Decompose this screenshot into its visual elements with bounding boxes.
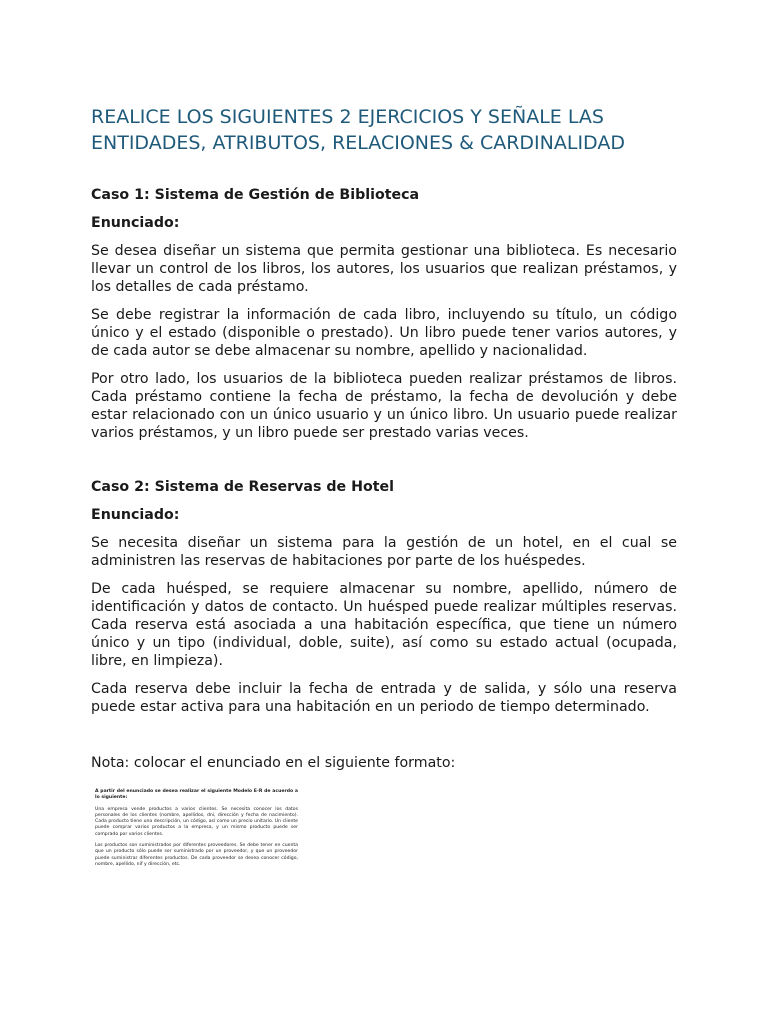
case2-paragraph-3: Cada reserva debe incluir la fecha de entrada y de salida, y sólo una reserva puede estar activa para una habitación en un periodo de tiempo determinado. [91,681,677,715]
case2-title: Caso 2: Sistema de Reservas de Hotel [91,479,394,495]
case2-enunciado-label: Enunciado: [91,507,180,523]
document-page [91,104,677,778]
example-paragraph-2: Los productos son suministrados por diferentes proveedores. Se debe tener en cuenta que un producto sólo puede ser suministrado por un proveedor, y que un proveedor puede suministrar diferentes productos. De cada proveedor se desea conocer código, nombre, apellido, nif y dirección, etc. [95,843,298,867]
format-note: Nota: colocar el enunciado en el siguiente formato: [91,755,456,771]
example-intro: A partir del enunciado se desea realizar el siguiente Modelo E-R de acuerdo a lo siguiente: [95,789,298,801]
case1-title: Caso 1: Sistema de Gestión de Biblioteca [91,187,420,203]
page-title: REALICE LOS SIGUIENTES 2 EJERCICIOS Y SEÑALE LAS ENTIDADES, ATRIBUTOS, RELACIONES & CARDINALIDAD [91,106,625,154]
example-paragraph-1: Una empresa vende productos a varios clientes. Se necesita conocer los datos personales de los clientes (nombre, apellidos, dni, dirección y fecha de nacimiento). Cada producto tiene una descripción, un código, así como un precio unitario. Un cliente puede comprar varios productos a la empresa, y un mismo producto puede ser comprado por varios clientes. [95,806,298,837]
case1-paragraph-3: Por otro lado, los usuarios de la biblioteca pueden realizar préstamos de libros. Cada préstamo contiene la fecha de préstamo, la fecha de devolución y debe estar relacionado con un único usuario y un único libro. Un usuario puede realizar varios préstamos, y un libro puede ser prestado varias veces. [91,371,677,441]
case1-paragraph-1: Se desea diseñar un sistema que permita gestionar una biblioteca. Es necesario llevar un control de los libros, los autores, los usuarios que realizan préstamos, y los detalles de cada préstamo. [91,243,677,295]
case2-paragraph-1: Se necesita diseñar un sistema para la gestión de un hotel, en el cual se administren las reservas de habitaciones por parte de los huéspedes. [91,535,677,569]
case1-paragraph-2: Se debe registrar la información de cada libro, incluyendo su título, un código único y el estado (disponible o prestado). Un libro puede tener varios autores, y de cada autor se debe almacenar su nombre, apellido y nacionalidad. [91,307,677,359]
case1-enunciado-label: Enunciado: [91,215,180,231]
format-example-image [95,789,298,873]
case2-paragraph-2: De cada huésped, se requiere almacenar su nombre, apellido, número de identificación y datos de contacto. Un huésped puede realizar múltiples reservas. Cada reserva está asociada a una habitación específica, que tiene un número único y un tipo (individual, doble, suite), así como su estado actual (ocupada, libre, en limpieza). [91,581,677,669]
